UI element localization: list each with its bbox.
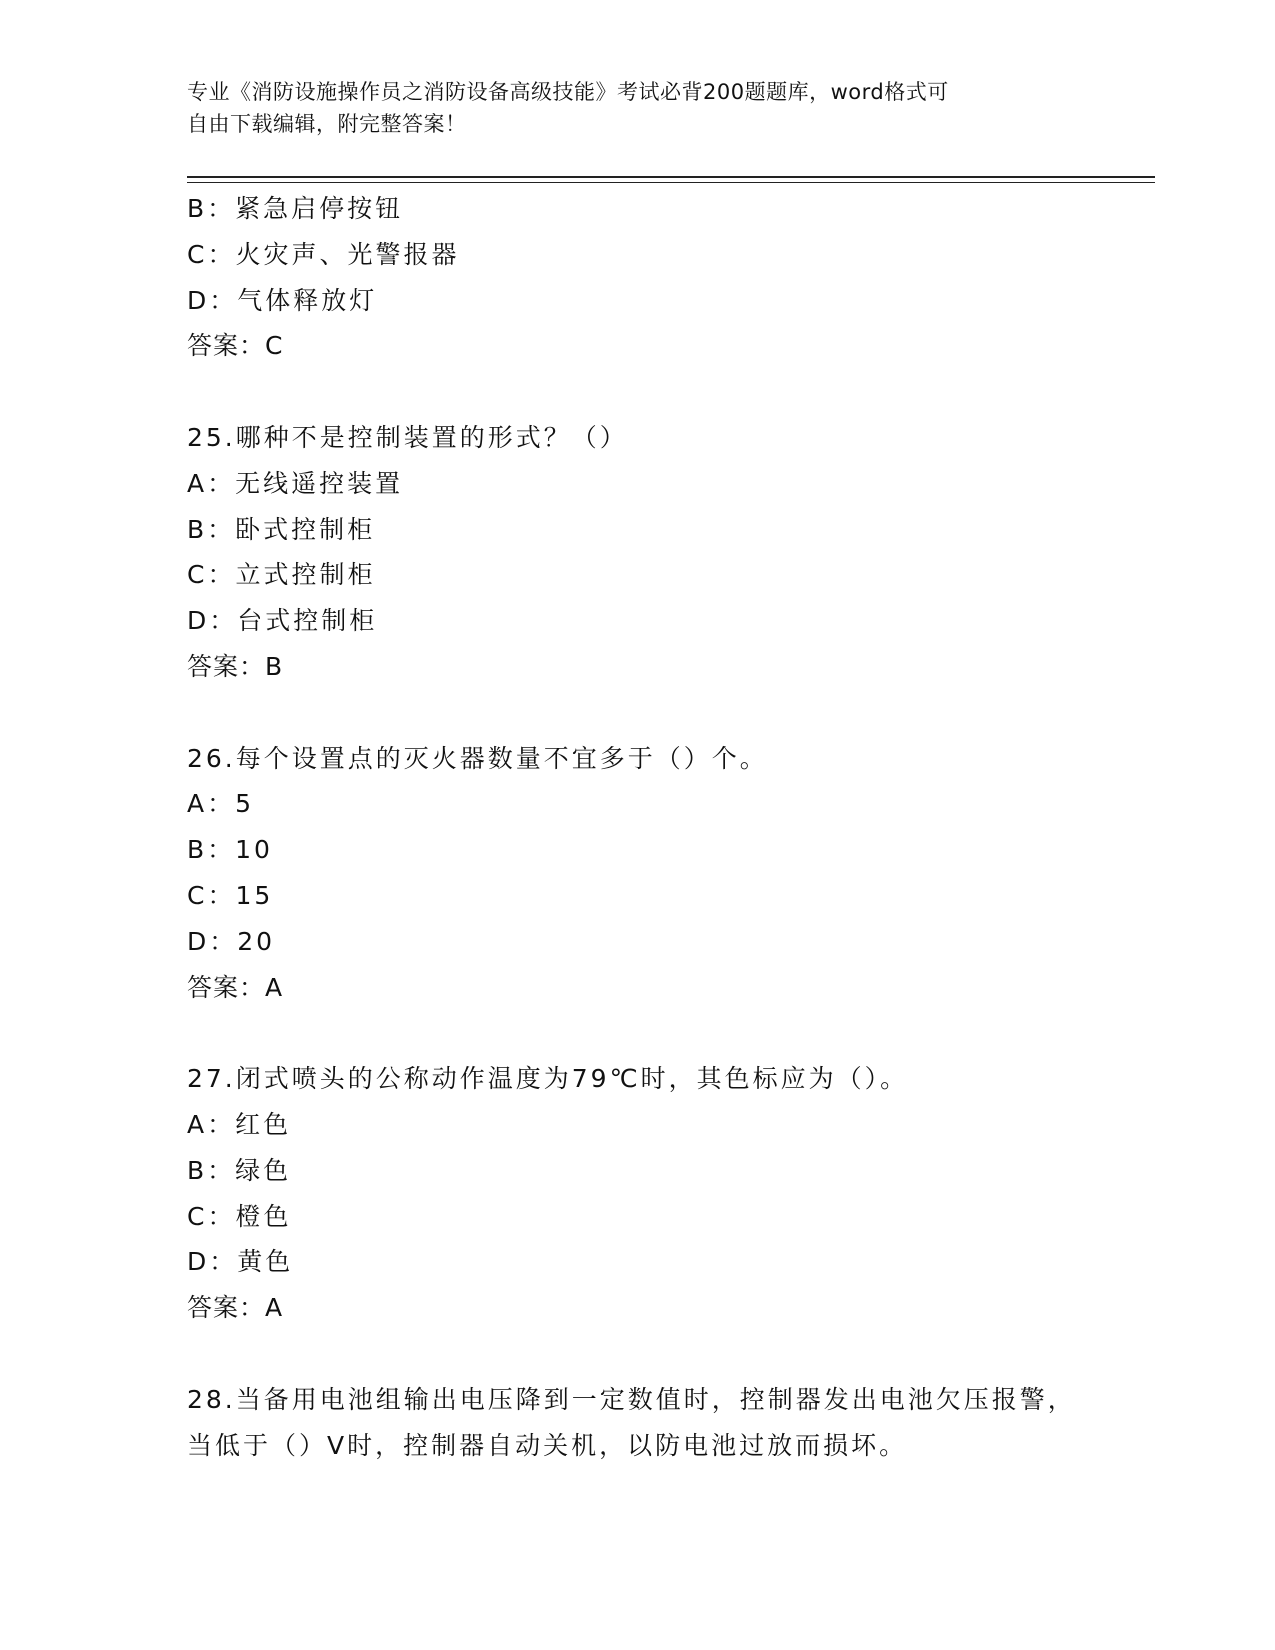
option-b: B：10	[187, 835, 273, 865]
spacer	[187, 1010, 1147, 1056]
question-25	[187, 415, 1147, 690]
question-stem: 26.每个设置点的灭火器数量不宜多于（）个。	[187, 743, 768, 773]
spacer	[187, 369, 1147, 415]
question-28	[187, 1377, 1147, 1469]
option-c: C：火灾声、光警报器	[187, 239, 460, 269]
answer-line: 答案：B	[187, 651, 284, 681]
question-list	[187, 186, 1147, 1468]
question-stem: 25.哪种不是控制装置的形式？（）	[187, 422, 628, 452]
header-divider-thick	[187, 176, 1155, 178]
option-b: B：紧急启停按钮	[187, 194, 404, 223]
option-c: C：橙色	[187, 1201, 292, 1231]
answer-line: 答案：A	[187, 1293, 284, 1323]
answer-line: 答案：C	[187, 331, 284, 361]
spacer	[187, 1331, 1147, 1377]
option-b: B：绿色	[187, 1155, 292, 1185]
option-d: D：黄色	[187, 1247, 294, 1277]
question-stem: 27.闭式喷头的公称动作温度为79℃时，其色标应为（）。	[187, 1064, 909, 1094]
answer-line: 答案：A	[187, 972, 284, 1002]
option-b: B：卧式控制柜	[187, 514, 376, 544]
option-d: D：气体释放灯	[187, 285, 378, 315]
spacer	[187, 690, 1147, 736]
question-stem: 28.当备用电池组输出电压降到一定数值时，控制器发出电池欠压报警，当低于（）V时，控制器自动关机，以防电池过放而损坏。	[187, 1384, 1076, 1460]
option-c: C：立式控制柜	[187, 560, 376, 590]
option-a: A：无线遥控装置	[187, 468, 404, 498]
option-c: C：15	[187, 880, 274, 910]
header-divider-thin	[187, 182, 1155, 183]
carryover-question	[187, 186, 1147, 369]
question-27	[187, 1056, 1147, 1331]
question-26	[187, 736, 1147, 1011]
option-a: A：红色	[187, 1109, 292, 1139]
option-d: D：20	[187, 926, 276, 956]
document-header: 专业《消防设施操作员之消防设备高级技能》考试必背200题题库，word格式可 自由下载编辑，附完整答案！	[187, 80, 949, 136]
option-a: A：5	[187, 789, 255, 819]
option-d: D：台式控制柜	[187, 606, 378, 636]
